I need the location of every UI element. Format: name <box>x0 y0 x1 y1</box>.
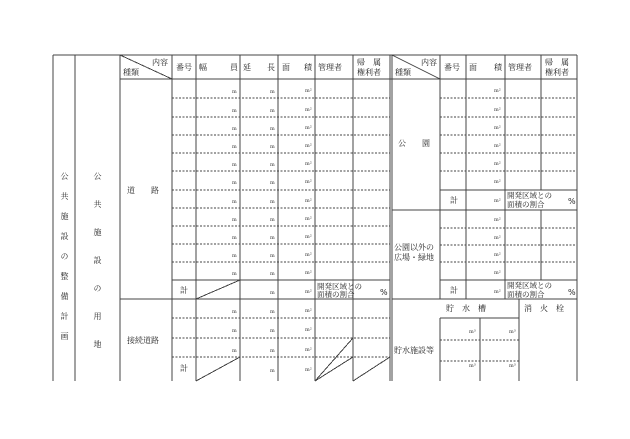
connecting-road-label: 接続道路 <box>127 336 159 345</box>
water-facility-label: 貯水施設等 <box>394 346 434 355</box>
unit-m: m <box>232 253 237 259</box>
road-ratio-percent: % <box>380 288 388 297</box>
park-ratio-percent: % <box>568 197 576 206</box>
section-title: 公共施設の整備計画 <box>60 172 69 352</box>
park-total-label: 計 <box>450 196 458 205</box>
cistern-label: 貯 水 槽 <box>446 304 486 313</box>
unit-m: m <box>270 271 275 277</box>
header-owner-a: 帰 属 <box>357 58 381 67</box>
park-ratio-label-a: 開発区域との <box>507 191 552 200</box>
unit-m: m <box>232 271 237 277</box>
header-width: 幅 <box>199 63 207 72</box>
unit-m2: m² <box>494 143 501 149</box>
unit-m: m <box>232 144 237 150</box>
header-number: 番号 <box>176 63 192 72</box>
unit-m2: m² <box>494 289 501 295</box>
unit-m: m <box>232 348 237 354</box>
other-open-label-b: 広場・緑地 <box>394 253 434 262</box>
unit-m: m <box>232 235 237 241</box>
open-total-label: 計 <box>450 286 458 295</box>
unit-m: m <box>232 180 237 186</box>
unit-m: m <box>232 217 237 223</box>
header-area-b: 積 <box>304 63 312 72</box>
header-length-b: 長 <box>267 63 275 72</box>
header-length-a: 延 <box>243 63 251 72</box>
header-width-suffix: 員 <box>230 63 238 72</box>
unit-m: m <box>232 108 237 114</box>
road-total-label: 計 <box>180 286 188 295</box>
unit-m: m <box>270 126 275 132</box>
unit-m3: m³ <box>509 329 516 335</box>
header-owner-b: 権利者 <box>357 68 381 77</box>
unit-m2: m² <box>494 125 501 131</box>
park-label: 公 園 <box>398 139 430 148</box>
unit-m2: m² <box>305 143 312 149</box>
unit-m2: m² <box>305 161 312 167</box>
right-header-area-a: 面 <box>469 63 477 72</box>
unit-m2: m² <box>305 367 312 373</box>
unit-m: m <box>270 180 275 186</box>
unit-m: m <box>232 89 237 95</box>
unit-m: m <box>270 89 275 95</box>
unit-m2: m² <box>305 252 312 258</box>
unit-m: m <box>270 290 275 296</box>
unit-m2: m² <box>305 289 312 295</box>
unit-m2: m² <box>494 161 501 167</box>
open-ratio-label-a: 開発区域との <box>507 281 552 290</box>
unit-m2: m² <box>494 235 501 241</box>
unit-m: m <box>232 328 237 334</box>
unit-m: m <box>270 217 275 223</box>
unit-m2: m² <box>305 107 312 113</box>
right-header-number: 番号 <box>444 63 460 72</box>
unit-m2: m² <box>305 234 312 240</box>
unit-m: m <box>270 328 275 334</box>
unit-m: m <box>270 253 275 259</box>
unit-m: m <box>232 126 237 132</box>
unit-m2: m² <box>305 308 312 314</box>
header-type: 種類 <box>123 68 139 77</box>
right-header-content: 内容 <box>421 58 437 67</box>
unit-m2: m² <box>494 198 501 204</box>
unit-m2: m² <box>305 179 312 185</box>
unit-m3: m³ <box>509 363 516 369</box>
header-area-a: 面 <box>282 63 290 72</box>
unit-m2: m² <box>305 125 312 131</box>
unit-m: m <box>270 309 275 315</box>
subsection-title: 公共施設の用地 <box>93 172 102 368</box>
unit-m: m <box>270 199 275 205</box>
unit-m2: m² <box>305 270 312 276</box>
unit-m: m <box>270 235 275 241</box>
connecting-total-label: 計 <box>180 364 188 373</box>
unit-m2: m² <box>305 198 312 204</box>
unit-m: m <box>270 368 275 374</box>
unit-m3: m³ <box>469 363 476 369</box>
unit-m2: m² <box>305 347 312 353</box>
unit-m: m <box>232 309 237 315</box>
unit-m2: m² <box>494 179 501 185</box>
unit-m2: m² <box>494 107 501 113</box>
unit-m2: m² <box>494 217 501 223</box>
open-ratio-percent: % <box>568 288 576 297</box>
other-open-label-a: 公園以外の <box>394 243 434 252</box>
unit-m2: m² <box>305 88 312 94</box>
unit-m2: m² <box>305 216 312 222</box>
hydrant-label: 消 火 栓 <box>524 304 564 313</box>
right-header-type: 種類 <box>395 68 411 77</box>
right-header-owner-b: 権利者 <box>545 68 569 77</box>
unit-m: m <box>232 162 237 168</box>
unit-m: m <box>270 108 275 114</box>
header-content: 内容 <box>152 58 168 67</box>
unit-m2: m² <box>305 327 312 333</box>
right-header-area-b: 積 <box>494 63 502 72</box>
unit-m3: m³ <box>469 329 476 335</box>
road-ratio-label-a: 開発区域との <box>317 282 362 291</box>
open-ratio-label-b: 面積の割合 <box>507 290 545 299</box>
unit-m: m <box>270 162 275 168</box>
unit-m2: m² <box>494 88 501 94</box>
unit-m: m <box>232 199 237 205</box>
road-label: 道 路 <box>127 186 159 195</box>
unit-m: m <box>270 348 275 354</box>
unit-m2: m² <box>494 252 501 258</box>
header-manager: 管理者 <box>318 63 342 72</box>
unit-m2: m² <box>494 270 501 276</box>
right-header-manager: 管理者 <box>508 63 532 72</box>
right-header-owner-a: 帰 属 <box>545 58 569 67</box>
park-ratio-label-b: 面積の割合 <box>507 200 545 209</box>
road-ratio-label-b: 面積の割合 <box>317 290 355 299</box>
unit-m: m <box>270 144 275 150</box>
